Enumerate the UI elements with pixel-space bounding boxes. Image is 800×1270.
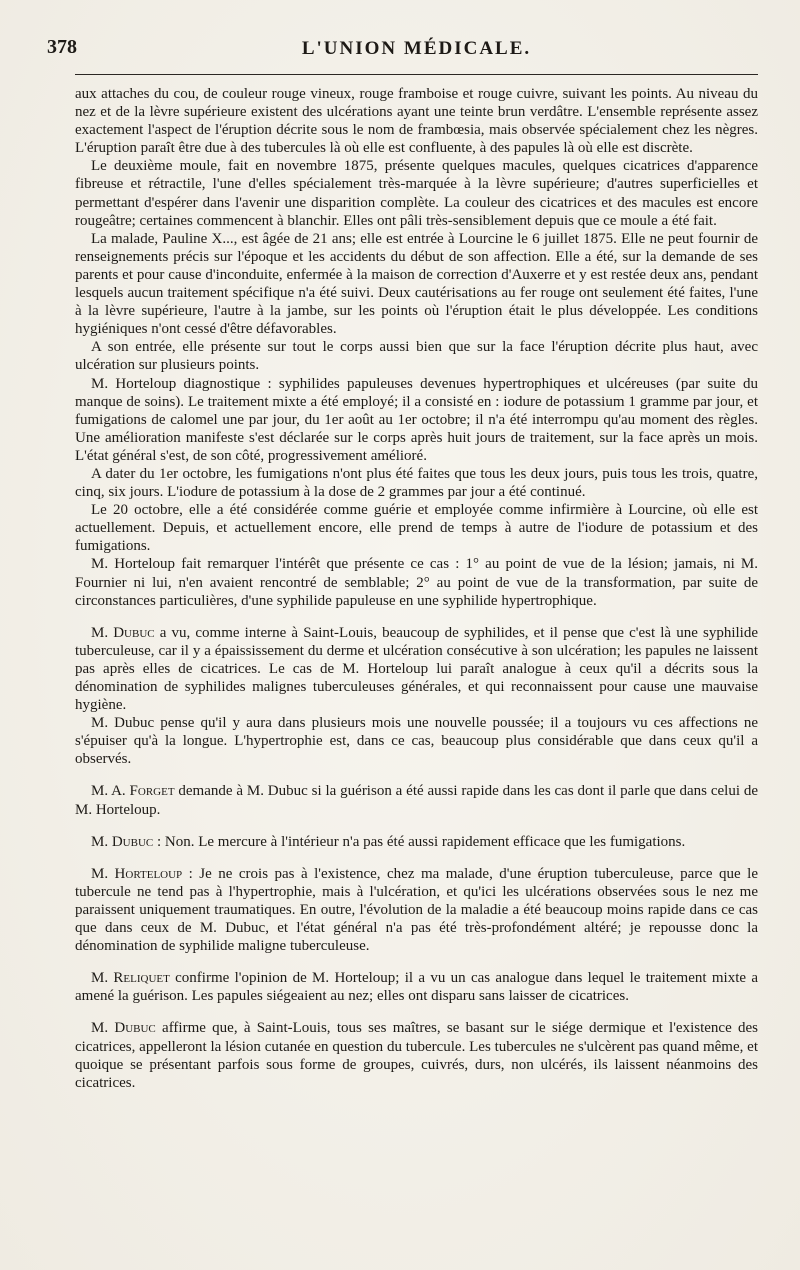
- speaker-name: M. Reliquet: [91, 970, 170, 987]
- paragraph-13: [75, 865, 758, 955]
- paragraph-14: [75, 969, 758, 1005]
- body-text: [75, 85, 758, 1092]
- speaker-name: M. Dubuc: [91, 833, 154, 850]
- paragraph-11: [75, 782, 758, 818]
- paragraph-4: A son entrée, elle présente sur tout le corps aussi bien que sur la face l'éruption décrite plus haut, avec ulcération sur plusieurs points.: [75, 339, 758, 374]
- speaker-name: M. Dubuc: [91, 1020, 156, 1037]
- paragraph-7: Le 20 octobre, elle a été considérée comme guérie et employée comme infirmière à Lourcine, où elle est actuellement. Depuis, et actuellement encore, elle prend de temps à autre de l'iodure de potassium et des fumigations.: [75, 502, 758, 555]
- running-title: L'UNION MÉDICALE.: [301, 38, 532, 59]
- paragraph-1: aux attaches du cou, de couleur rouge vineux, rouge framboise et rouge cuivre, suivant les points. Au niveau du nez et de la lèvre supérieure existent des ulcérations ayant une teinte brun verdâtre. L'ensemble représente assez exactement l'aspect de l'éruption décrite sous le nom de frambœsia, mais observée spécialement chez les nègres. L'éruption paraît être due à des tubercules là où elle est confluente, à des papules là où elle est discrète.: [75, 86, 758, 157]
- paragraph-text: confirme l'opinion de M. Horteloup; il a vu un cas analogue dans lequel le traitement mixte a amené la guérison. Les papules siégeaient au nez; elles ont disparu sans laisser de cicatrices.: [75, 970, 758, 1005]
- paragraph-12: [75, 833, 758, 851]
- paragraph-6: A dater du 1er octobre, les fumigations n'ont plus été faites que tous les deux jours, puis tous les trois, quatre, cinq, six jours. L'iodure de potassium à la dose de 2 grammes par jour a été continué.: [75, 465, 758, 501]
- paragraph-text: affirme que, à Saint-Louis, tous ses maîtres, se basant sur le siége dermique et l'existence des cicatrices, appelleront la lésion cutanée en question du tubercule. Les tubercules ne s'ulcèrent pas quand même, et quoique se présentant parfois sous forme de groupes, cuivrés, durs, non ulcérés, ils laissent néanmoins des cicatrices.: [75, 1020, 758, 1091]
- paragraph-2: Le deuxième moule, fait en novembre 1875, présente quelques macules, quelques cicatrices d'apparence fibreuse et rétractile, l'une d'elles spécialement très-marquée à la lèvre supérieure; d'autres superficielles et permettant d'espérer dans l'avenir une disparition complète. La couleur des cicatrices et des macules est encore rougeâtre; certaines commencent à blanchir. Elles ont pâli très-sensiblement depuis que ce moule a été fait.: [75, 158, 758, 229]
- paragraph-5: M. Horteloup diagnostique : syphilides papuleuses devenues hypertrophiques et ulcéreuses (par suite du manque de soins). Le traitement mixte a été employé; il a consisté en : iodure de potassium 1 gramme par jour, et fumigations de calomel une par jour, du 1er août au 1er octobre; il n'a été interrompu qu'au moment des règles. Une amélioration manifeste s'est déclarée sur le corps après huit jours de traitement, sur la face après un mois. L'état général s'est, de son côté, progressivement amélioré.: [75, 375, 758, 464]
- paragraph-10: M. Dubuc pense qu'il y aura dans plusieurs mois une nouvelle poussée; il a toujours vu ces affections ne s'épuiser qu'à la longue. L'hypertrophie est, dans ce cas, beaucoup plus considérable que dans ceux qu'il a observés.: [75, 715, 758, 768]
- paragraph-8: M. Horteloup fait remarquer l'intérêt que présente ce cas : 1° au point de vue de la lésion; jamais, ni M. Fournier ni lui, n'en avaient rencontré de semblable; 2° au point de vue de la transformation, par suite de circonstances particulières, d'une syphilide papuleuse en une syphilide hypertrophique.: [75, 556, 758, 609]
- paragraph-9: [75, 624, 758, 714]
- paragraph-text: : Je ne crois pas à l'existence, chez ma malade, d'une éruption tuberculeuse, parce que le tubercule ne tend pas à l'hypertrophie, mais à l'ulcération, et qu'ici les ulcérations observées sous le nez me paraissent uniquement traumatiques. En outre, l'évolution de la maladie a été beaucoup moins rapide dans ce cas que dans ceux de M. Dubuc, et l'état général n'a pas été très-profondément altéré; je repousse donc la dénomination de syphilide maligne tuberculeuse.: [75, 865, 759, 955]
- paragraph-text: : Non. Le mercure à l'intérieur n'a pas été aussi rapidement efficace que les fumigations.: [153, 833, 686, 850]
- paragraph-15: [75, 1019, 758, 1091]
- speaker-name: M. A. Forget: [91, 783, 175, 800]
- page-number: 378: [47, 36, 77, 58]
- page-header: [47, 34, 758, 75]
- paragraph-text: a vu, comme interne à Saint-Louis, beaucoup de syphilides, et il pense que c'est là une syphilide tuberculeuse, car il y a épaississement du derme et ulcération consécutive à son ulcération; les papules ne laissent pas après elles de cicatrices. Le cas de M. Horteloup lui paraît analogue à ceux qu'il a décrits sous la dénomination de syphilides malignes tuberculeuses générales, et qui reconnaissent pour cause une mauvaise hygiène.: [75, 624, 758, 714]
- speaker-name: M. Dubuc: [91, 624, 155, 641]
- paragraph-3: La malade, Pauline X..., est âgée de 21 ans; elle est entrée à Lourcine le 6 juillet 1875. Elle ne peut fournir de renseignements précis sur l'époque et les accidents du début de son affection. Elle a été, sur la demande de ses parents et pour cause d'inconduite, enfermée à la maison de correction d'Auxerre et y est restée deux ans, pendant lesquels aucun traitement spécifique n'a été suivi. Deux cautérisations au fer rouge ont seulement été faites, l'une à la lèvre supérieure, l'autre à la jambe, sur les points où l'éruption était le plus développée. Les conditions hygiéniques n'ont cessé d'être défavorables.: [75, 230, 758, 338]
- speaker-name: M. Horteloup: [91, 865, 183, 882]
- paragraph-text: demande à M. Dubuc si la guérison a été aussi rapide dans les cas dont il parle que dans celui de M. Horteloup.: [75, 783, 758, 818]
